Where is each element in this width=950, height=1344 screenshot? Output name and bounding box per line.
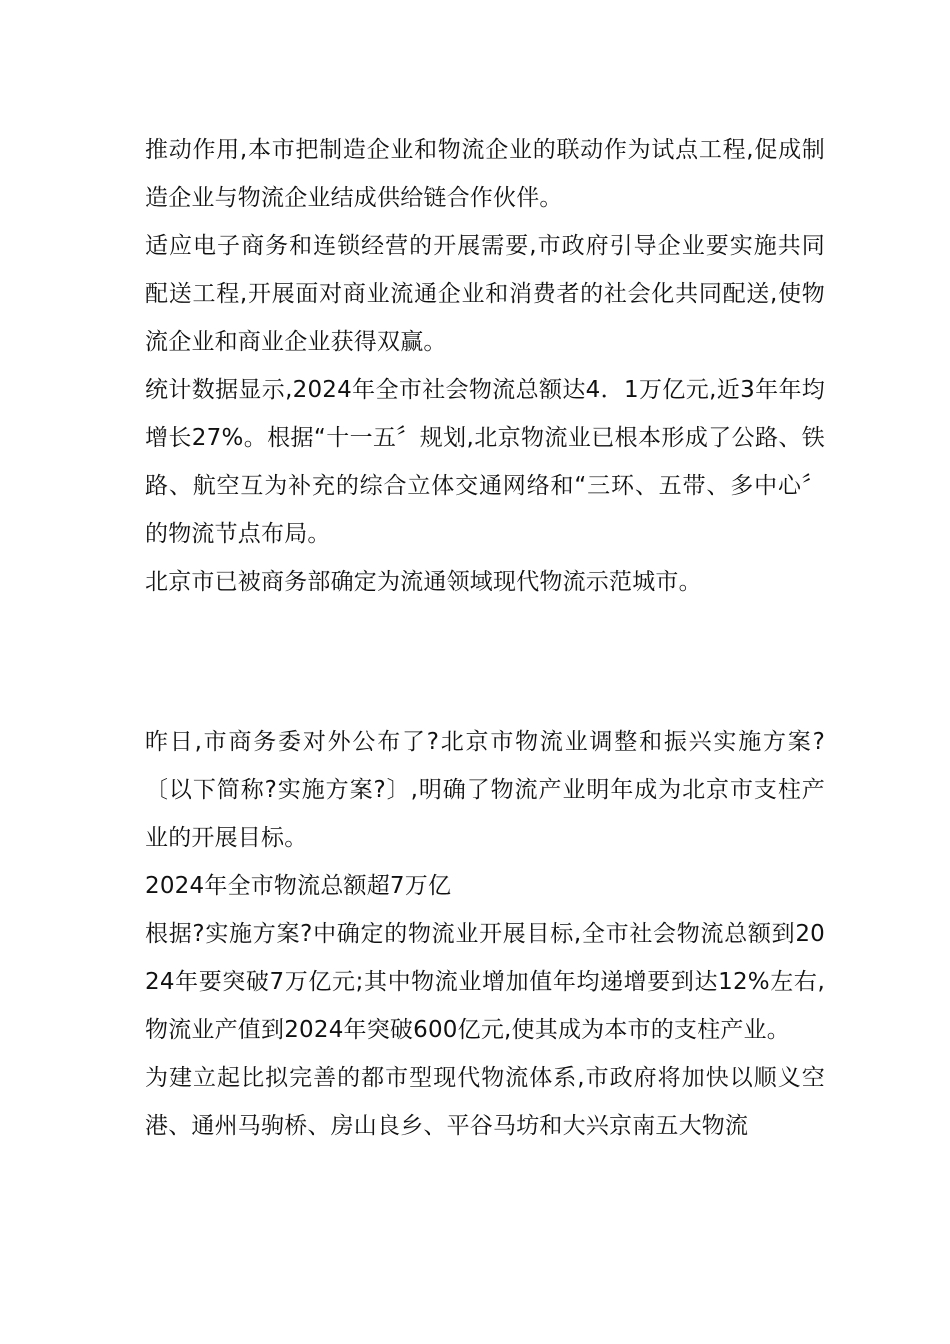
paragraph: 为建立起比拟完善的都市型现代物流体系,市政府将加快以顺义空港、通州马驹桥、房山良乡、平谷马坊和大兴京南五大物流 [145, 1065, 825, 1139]
text-section-2 [145, 718, 825, 1150]
paragraph: 推动作用,本市把制造企业和物流企业的联动作为试点工程,促成制造企业与物流企业结成供给链合作伙伴。 [145, 137, 825, 211]
paragraph: 根据?实施方案?中确定的物流业开展目标,全市社会物流总额到2024年要突破7万亿元;其中物流业增加值年均递增要到达12%左右,物流业产值到2024年突破600亿元,使其成为本市的支柱产业。 [145, 921, 825, 1043]
paragraph: 昨日,市商务委对外公布了?北京市物流业调整和振兴实施方案?〔以下简称?实施方案?〕,明确了物流产业明年成为北京市支柱产业的开展目标。 [145, 729, 825, 851]
paragraph: 适应电子商务和连锁经营的开展需要,市政府引导企业要实施共同配送工程,开展面对商业流通企业和消费者的社会化共同配送,使物流企业和商业企业获得双赢。 [145, 233, 825, 355]
section-heading: 2024年全市物流总额超7万亿 [145, 873, 452, 899]
text-section-1 [145, 126, 825, 606]
paragraph: 统计数据显示,2024年全市社会物流总额达4．1万亿元,近3年年均增长27%。根据“十一五〞规划,北京物流业已根本形成了公路、铁路、航空互为补充的综合立体交通网络和“三环、五带、多中心〞的物流节点布局。 [145, 377, 825, 547]
paragraph: 北京市已被商务部确定为流通领域现代物流示范城市。 [145, 569, 702, 595]
